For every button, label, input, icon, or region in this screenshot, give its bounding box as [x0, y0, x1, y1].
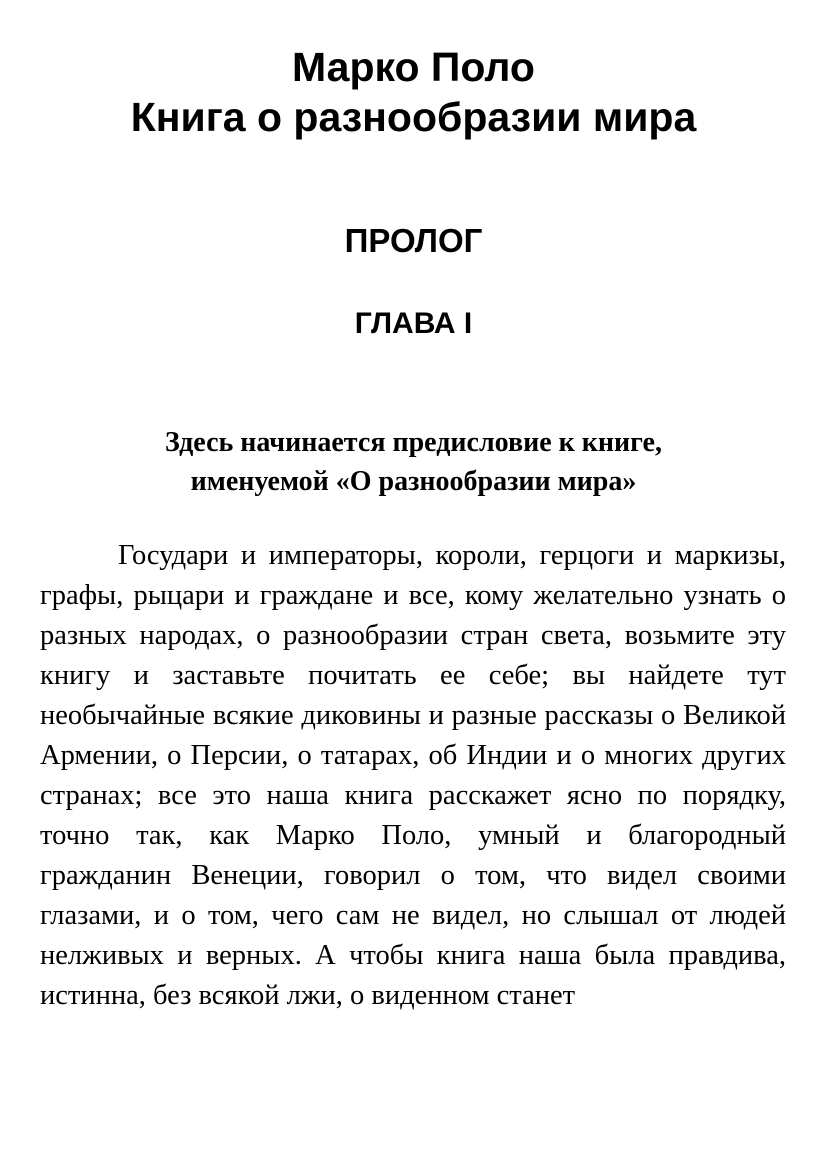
book-title	[0, 42, 827, 142]
section-heading	[0, 423, 827, 501]
section-heading-line-1: Здесь начинается предисловие к книге,	[165, 427, 662, 458]
body-paragraph: Государи и императоры, короли, герцоги и маркизы, графы, рыцари и граждане и все, кому желательно узнать о разных народах, о разнообразии стран света, возьмите эту книгу и заставьте почитать ее себе; вы найдете тут необычайные всякие диковины и разные рассказы о Великой Армении, о Персии, о татарах, об Индии и о многих других странах; все это наша книга расскажет ясно по порядку, точно так, как Марко Поло, умный и благородный гражданин Венеции, говорил о том, что видел своими глазами, и о том, чего сам не видел, но слышал от людей нелживых и верных. А чтобы книга наша была правдива, истинна, без всякой лжи, о виденном станет	[40, 540, 786, 1011]
author-name: Марко Поло	[292, 44, 535, 90]
chapter-heading: ГЛАВА I	[354, 307, 473, 340]
prologue-heading: ПРОЛОГ	[344, 222, 483, 259]
book-name: Книга о разнообразии мира	[130, 94, 697, 140]
section-heading-line-2: именуемой «О разнообразии мира»	[190, 466, 637, 497]
